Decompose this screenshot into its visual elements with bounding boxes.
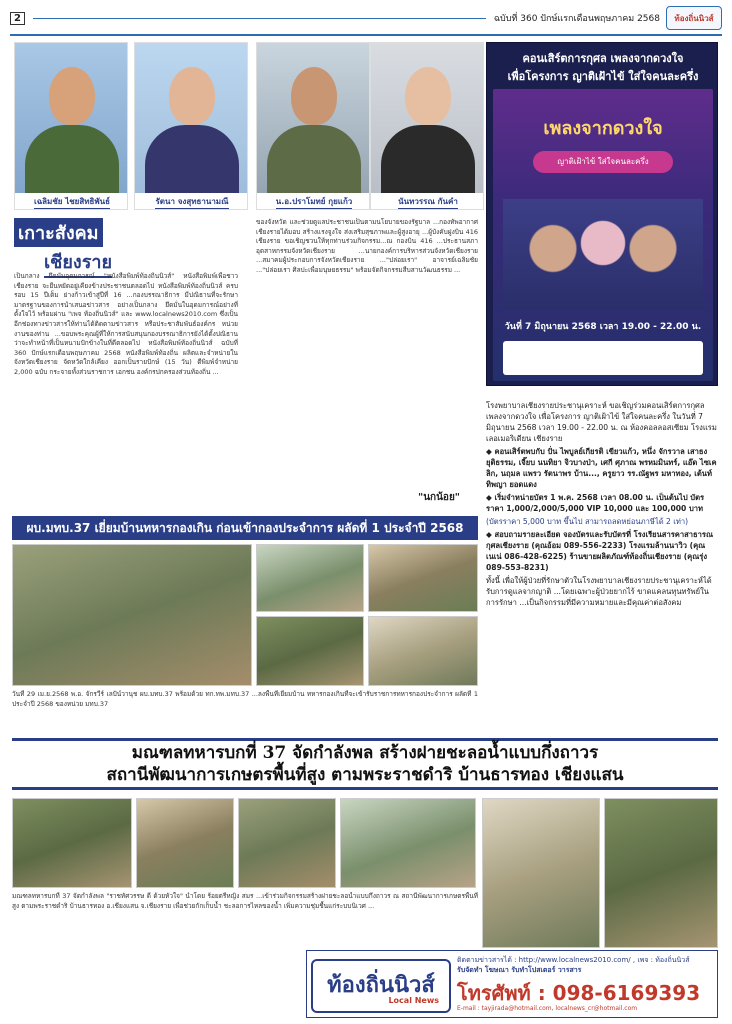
footer-logo: [311, 959, 451, 1013]
poster-ticket-box: [503, 341, 703, 375]
concert-ad: [486, 42, 718, 386]
story2-photo-5: [482, 798, 600, 948]
story2-headline-line1: มณฑลทหารบกที่ 37 จัดกำลังพล สร้างฝายชะลอน้ำแบบกึ่งถาวร: [131, 743, 599, 763]
ad-headline-2: เพื่อโครงการ ญาติเฝ้าไข้ ใส่ใจคนละครึ่ง: [507, 70, 699, 83]
concert-intro: โรงพยาบาลเชียงรายประชานุเคราะห์ ขอเชิญร่วมคอนเสิร์ตการกุศล เพลงจากดวงใจ เพื่อโครงการ ญาติเฝ้าไข้ ใส่ใจคนละครึ่ง ในวันที่ 7 มิถุนายน 2568 เวลา 19.00 - 22.00 น. ณ ห้องคอลลอสเซียม โรงแรมเลอเมอริเดียน เชียงราย: [486, 401, 717, 443]
column-title-line2: เชียงราย: [44, 247, 112, 278]
story2-body: มณฑลทหารบกที่ 37 จัดกำลังพล "ราชทัศวรรษ ดี ด้วยหัวใจ" นำโดย ร้อยตรีหญิง สมร ...เข้าร่วมกิจกรรมสร้างฝายชะลอน้ำแบบกึ่งถาวร ณ สถานีพัฒนาการเกษตรพื้นที่สูง ตามพระราชดำริ บ้านธารทอง อ.เชียงแสน จ.เชียงราย เพื่อช่วยกักเก็บน้ำ ชะลอการไหลของน้ำ เพิ่มความชุ่มชื้นแก่ระบบนิเวศ ...: [12, 892, 478, 910]
poster-date: วันที่ 7 มิถุนายน 2568 เวลา 19.00 - 22.00 น.: [504, 322, 702, 332]
concert-artists: ◆ คอนเสิร์ตพบกับ ปั่น ไพบูลย์เกียรติ เขียวแก้ว, หนึ่ง จักรวาล เสาธงยุติธรรม, เจี๊ยบ นนทิยา จิวบางป่า, เศกี ศุภาณ พรหมมินทร์, แอ๊ด ไซเคลิก, นฤมล แพรว รัตนาพร บ้าน..., ครูยาว รร.ณัฐพร มหาทอง, เต้นท์ ทิพญา ยอดแดง: [486, 447, 717, 489]
footer-phone: โทรศัพท์ : 098-6169393: [457, 981, 701, 1005]
story1-photo-main: [12, 544, 252, 686]
portrait-4: [370, 42, 484, 210]
portrait-caption: [257, 193, 370, 210]
concert-tax-note: (บัตรราคา 5,000 บาท ขึ้นไป สามารถลดหย่อนภาษีได้ 2 เท่า): [486, 517, 689, 526]
portrait-caption: [135, 193, 248, 210]
header-rule: [33, 18, 486, 19]
portrait-3: [256, 42, 370, 210]
footer-logo-text: ท้องถิ่นนิวส์: [327, 972, 435, 998]
column-signoff: "นกน้อย": [418, 492, 461, 503]
portrait-name: รัตนา จงสุทธานามณี: [155, 195, 228, 209]
story1-photo-2: [256, 544, 364, 612]
portrait-name: เฉลิมชัย ไชยสิทธิพันธ์: [34, 195, 110, 209]
story1-photo-3: [368, 544, 478, 612]
portrait-caption: [371, 193, 484, 210]
portrait-face: [49, 67, 95, 125]
poster-artists-image: [503, 199, 703, 309]
portrait-2: [134, 42, 248, 210]
concert-purpose: ทั้งนี้ เพื่อให้ผู้ป่วยที่รักษาตัวในโรงพยาบาลเชียงรายประชานุเคราะห์ได้รับการดูแลจากญาติ ...โดยเฉพาะผู้ป่วยยากไร้ ขาดแคลนทุนทรัพย์ในการรักษา ...เป็นกิจกรรมที่มีความหมายและมีคุณค่าต่อสังคม: [486, 576, 712, 607]
story2-photo-2: [136, 798, 234, 888]
story1-photo-5: [368, 616, 478, 686]
story1-caption: วันที่ 29 เม.ย.2568 พ.อ. จักรวีร์ เลปัน์วานุช ผบ.มทบ.37 พร้อมด้วย ทก.ทพ.มทบ.37 ...ลงพื้นที่เยี่ยมบ้าน ทหารกองเกินที่จะเข้ารับราชการทหารกองประจำการ ผลัดที่ 1 ประจำปี 2568 ของหน่วย มทบ.37: [12, 690, 478, 708]
footer-email: E-mail : tayjirada@hotmail.com, localnews_cr@hotmail.com: [457, 1005, 638, 1012]
story2-headline-line2: สถานีพัฒนาการเกษตรพื้นที่สูง ตามพระราชดำริ บ้านธารทอง เชียงแสน: [106, 765, 624, 785]
footer-contact-line: ติดตามข่าวสารได้ : http://www.localnews2010.com/ , เพจ : ท้องถิ่นนิวส์: [457, 956, 690, 964]
story2-photo-3: [238, 798, 336, 888]
story2-photo-6: [604, 798, 718, 948]
story2-headline: [12, 738, 718, 790]
portrait-face: [169, 67, 215, 125]
portrait-face: [405, 67, 451, 125]
portrait-name: น.อ.ปราโมทย์ กุยแก้ว: [276, 195, 353, 209]
concert-contacts: ◆ สอบถามรายละเอียด จองบัตรและรับบัตรที่ โรงเรียนสารคาสาธารณกุศลเชียงราย (คุณอ้อม 089-556-2233) โรงแรมล้านนาวิว (คุณเนเน่ 086-428-6225) ร้านขายผลิตภัณฑ์ท้องถิ่นเชียงราย (คุณรุ่ง 089-553-8231): [486, 530, 714, 572]
portrait-caption: [15, 193, 128, 210]
ad-headline-1: คอนเสิร์ตการกุศล เพลงจากดวงใจ: [522, 52, 684, 65]
column-text-mid: ของจังหวัด และช่วยดูแลประชาชนเป็นตามนโยบายของรัฐบาล ...กองทัพอากาศเชียงรายได้มอบ สร้างแรงจูงใจ ส่งเสริมสุขภาพและผู้สูงอายุ ...ผู้บังคับฝูงบิน 416 เชียงราย ขอเชิญชวนให้ทุกท่านร่วมกิจกรรม...ณ กองบิน 416 ...ประธานสภาอุตสาหกรรมจังหวัดเชียงราย ...นายกองค์การบริหารส่วนจังหวัดเชียงราย ...สมาคมผู้ประกอบการจังหวัดเชียงราย ..."ปล่อยเรา" อาจารย์เฉลิมชัย ..."ปล่อยเรา ศิลปะเพื่อมนุษยธรรม" พร้อมจัดกิจกรรมสืบสานวัฒนธรรม ...: [256, 218, 478, 274]
footer-logo-sub: Local News: [388, 996, 439, 1005]
footer-advert: [306, 950, 718, 1018]
column-text-left: เป็นกลาง ยึดมั่นอุดมการณ์ "หนังสือพิมพ์ท้องถิ่นนิวส์" หนังสือพิมพ์เพื่อชาวเชียงราย จะยืนหยัดอยู่เคียงข้างประชาชนตลอดไป หนังสือพิมพ์ท้องถิ่นนิวส์ ครบรอบ 15 ปีเต็ม ย่างก้าวเข้าสู่ปีที่ 16 ...กองบรรณาธิการ มีปณิธานที่จะรักษามาตรฐานของการนำเสนอข่าวสาร อย่างเป็นกลาง ยึดมั่นในอุดมการณ์อย่างที่ตั้งใจไว้ พร้อมผ่าน "เพจ ท้องถิ่นนิวส์" และ www.localnews2010.com ซึ่งเป็นอีกช่องทางข่าวสารให้ท่านได้ติดตามข่าวสาร หรือประชาสัมพันธ์องค์กร หน่วยงานของท่าน ...ขอบพระคุณผู้ที่ให้การสนับสนุนกองบรรณาธิการยังได้ตั้งปณิธานว่าจะทำหน้าที่เป็นหนามปักข้างในที่ดีตลอดไป หนังสือพิมพ์ท้องถิ่นนิวส์ ฉบับที่ 360 ปักษ์แรกเดือนพฤษภาคม 2568 หนังสือพิมพ์ท้องถิ่น ผลิตและจำหน่ายในจังหวัดเชียงราย จัดหวัดใกล้เคียง ออกเป็นรายปักษ์ (15 วัน) ตีพิมพ์จำหน่าย 2,000 ฉบับ กระจายทั้งส่วนราชการ เอกชน องค์กรปกครองส่วนท้องถิ่น ...: [14, 272, 238, 376]
page-number: 2: [10, 12, 25, 25]
footer-service-line: รับจัดทำ โฆษณา รับทำโปสเตอร์ วารสาร: [457, 966, 582, 974]
column-title: [14, 218, 134, 273]
story2-photo-1: [12, 798, 132, 888]
portrait-face: [291, 67, 337, 125]
ad-poster: [493, 89, 713, 381]
poster-title: เพลงจากดวงใจ: [543, 118, 663, 139]
portrait-name: นันทวรรณ กันคำ: [398, 195, 458, 209]
story1-headline: ผบ.มทบ.37 เยี่ยมบ้านทหารกองเกิน ก่อนเข้ากองประจำการ ผลัดที่ 1 ประจำปี 2568: [12, 516, 478, 540]
page-header: [10, 2, 722, 36]
concert-details: [486, 400, 718, 610]
issue-info: ฉบับที่ 360 ปักษ์แรกเดือนพฤษภาคม 2568: [493, 14, 660, 24]
poster-band: ญาติเฝ้าไข้ ใส่ใจคนละครึ่ง: [533, 151, 673, 173]
masthead-logo: ท้องถิ่นนิวส์: [666, 6, 722, 30]
story2-photo-4: [340, 798, 476, 888]
column-title-line1: เกาะสังคม: [14, 218, 103, 247]
portrait-1: [14, 42, 128, 210]
story1-photo-4: [256, 616, 364, 686]
concert-tickets: ◆ เริ่มจำหน่ายบัตร 1 พ.ค. 2568 เวลา 08.00 น. เป็นต้นไป บัตรราคา 1,000/2,000/5,000 VIP 10,000 และ 100,000 บาท: [486, 493, 705, 513]
